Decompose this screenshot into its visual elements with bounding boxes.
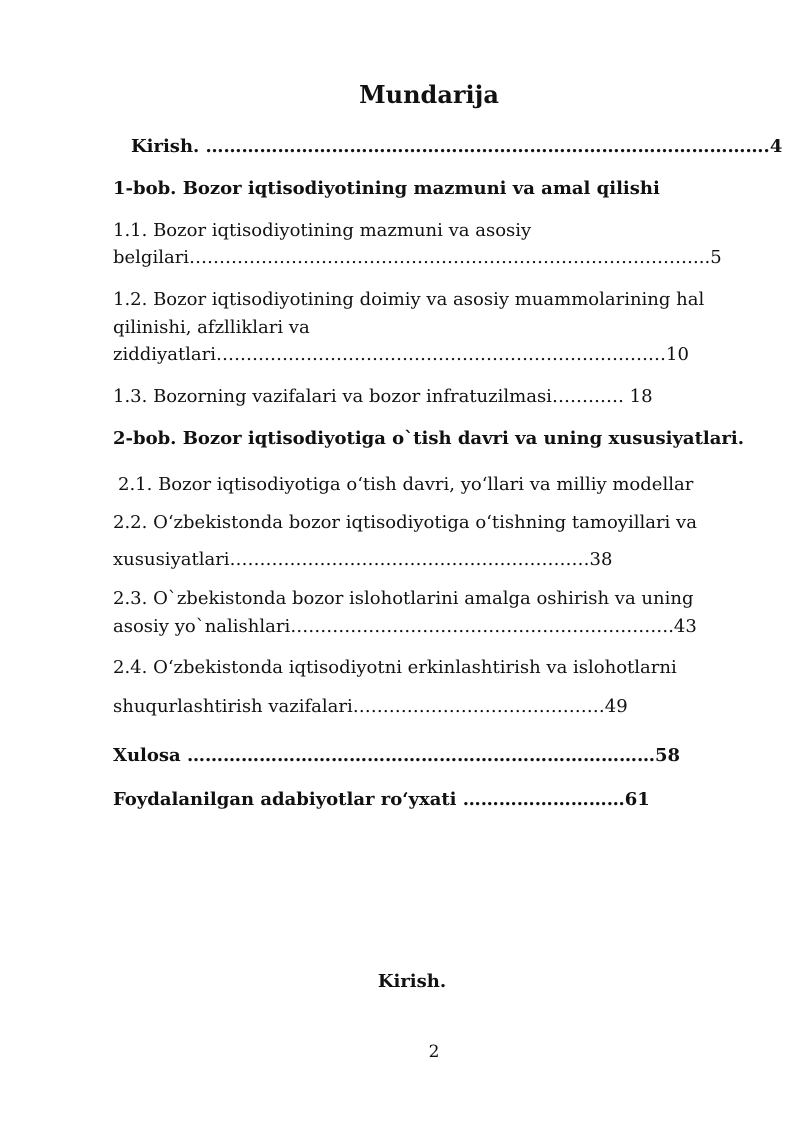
- toc-entry-2-4-line2: shuqurlashtirish vazifalari……………………………………49: [113, 696, 628, 717]
- toc-entry-2-3-line1: 2.3. O`zbekistonda bozor islohotlarini amalga oshirish va uning: [113, 588, 694, 609]
- toc-entry-1-2-line1: 1.2. Bozor iqtisodiyotining doimiy va asosiy muammolarining hal: [113, 289, 705, 310]
- toc-entry-1-2-line2: qilinishi, afzlliklari va: [113, 317, 310, 338]
- toc-entry-1-2-line3: ziddiyatlari…………………………………………………………………10: [113, 344, 689, 365]
- toc-chapter-1-heading: 1-bob. Bozor iqtisodiyotining mazmuni va amal qilishi: [113, 178, 660, 199]
- toc-entry-1-1-line1: 1.1. Bozor iqtisodiyotining mazmuni va asosiy: [113, 220, 532, 241]
- toc-entry-2-2-line1: 2.2. Oʻzbekistonda bozor iqtisodiyotiga oʻtishning tamoyillari va: [113, 512, 697, 533]
- toc-entry-2-3-line2: asosiy yo`nalishlari……………………………………………………….43: [113, 616, 697, 637]
- toc-entry-2-2-line2: xususiyatlari……………………………………………………38: [113, 549, 613, 570]
- toc-title: Mundarija: [359, 80, 499, 109]
- toc-entry-1-3: 1.3. Bozorning vazifalari va bozor infratuzilmasi………… 18: [113, 386, 653, 407]
- toc-entry-2-4-line1: 2.4. Oʻzbekistonda iqtisodiyotni erkinlashtirish va islohotlarni: [113, 657, 677, 678]
- toc-entry-1-1-line2: belgilari…………………………………………………………………………...5: [113, 247, 722, 268]
- toc-entry-2-1: 2.1. Bozor iqtisodiyotiga oʻtish davri, yoʻllari va milliy modellar: [118, 474, 694, 495]
- toc-entry-intro: Kirish. ………………………………………………………………………………….4: [131, 136, 783, 157]
- page-number: 2: [428, 1042, 440, 1062]
- toc-entry-conclusion: Xulosa ……………………………………………………………………58: [113, 745, 681, 766]
- section-heading-intro: Kirish.: [377, 971, 447, 992]
- toc-chapter-2-heading: 2-bob. Bozor iqtisodiyotiga o`tish davri va uning xususiyatlari.: [113, 428, 744, 449]
- toc-entry-references: Foydalanilgan adabiyotlar roʻyxati ………………………61: [113, 789, 650, 810]
